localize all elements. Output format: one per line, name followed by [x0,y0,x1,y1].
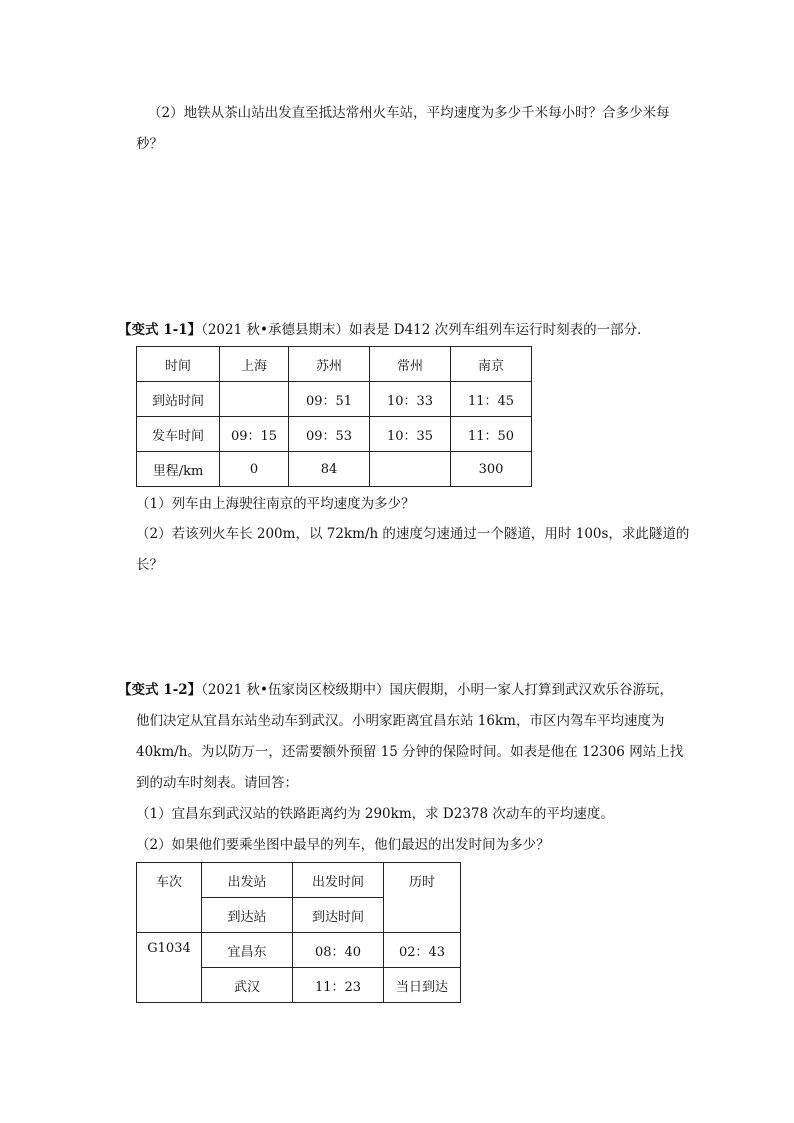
timetable-d412 [136,346,532,487]
depart-time: 08：40 [293,933,384,968]
table-cell: 发车时间 [137,417,220,452]
variant-1-2-question-2: （2）如果他们要乘坐图中最早的列车，他们最迟的出发时间为多少？ [136,837,550,853]
variant-1-1-question-2-line-2: 长？ [136,557,163,573]
table-header-cell: 常州 [370,347,451,382]
table-cell: 84 [289,452,370,487]
arrive-time-header: 到达时间 [293,898,384,933]
variant-1-2-source: （2021 秋•伍家岗区校级期中）国庆假期，小明一家人打算到武汉欢乐谷游玩， [201,682,673,698]
table-row [137,863,461,898]
table-cell: 到站时间 [137,382,220,417]
depart-station: 宜昌东 [202,933,293,968]
variant-1-2-question-1: （1）宜昌东到武汉站的铁路距离约为 290km，求 D2378 次动车的平均速度。 [136,806,614,822]
arrive-note: 当日到达 [384,968,461,1003]
table-header-cell: 上海 [220,347,289,382]
duration-header: 历时 [384,863,461,933]
table-cell: 10：33 [370,382,451,417]
table-cell: 10：35 [370,417,451,452]
table-cell: 里程/km [137,452,220,487]
depart-time-header: 出发时间 [293,863,384,898]
table-cell: 09：53 [289,417,370,452]
arrive-station-header: 到达站 [202,898,293,933]
table-cell: 0 [220,452,289,487]
variant-1-2-line-3: 40km/h。为以防万一，还需要额外预留 15 分钟的保险时间。如表是他在 12306 网站上找 [136,744,684,760]
arrive-time: 11：23 [293,968,384,1003]
table-cell: 09：15 [220,417,289,452]
timetable-g1034 [136,862,461,1003]
variant-1-2-tag: 【变式 1-2】 [118,682,202,698]
question-2-line-1: （2）地铁从茶山站出发直至抵达常州火车站，平均速度为多少千米每小时？合多少米每 [148,105,670,121]
variant-1-1-heading [118,320,651,340]
table-header-cell: 苏州 [289,347,370,382]
table-cell: 300 [451,452,532,487]
variant-1-1-question-2-line-1: （2）若该列火车长 200m，以 72km/h 的速度匀速通过一个隧道，用时 100s，求此隧道的 [136,526,690,542]
train-header: 车次 [137,863,202,933]
table-header-cell: 时间 [137,347,220,382]
variant-1-1-question-1: （1）列车由上海驶往南京的平均速度为多少？ [136,496,415,512]
table-row [137,417,532,452]
table-row [137,452,532,487]
variant-1-2-line-2: 他们决定从宜昌东站坐动车到武汉。小明家距离宜昌东站 16km，市区内驾车平均速度为 [136,713,665,729]
table-row [137,382,532,417]
table-row [137,933,461,968]
variant-1-2-line-1 [118,680,673,700]
train-number: G1034 [137,933,202,1003]
duration: 02：43 [384,933,461,968]
question-2-line-2: 秒？ [136,136,163,152]
variant-1-2-line-4: 到的动车时刻表。请回答： [136,775,298,791]
table-cell [370,452,451,487]
variant-1-1-tag: 【变式 1-1】 [118,322,202,338]
table-cell: 09：51 [289,382,370,417]
depart-station-header: 出发站 [202,863,293,898]
table-row [137,347,532,382]
arrive-station: 武汉 [202,968,293,1003]
table-header-cell: 南京 [451,347,532,382]
table-cell: 11：45 [451,382,532,417]
table-cell [220,382,289,417]
variant-1-1-source: （2021 秋•承德县期末）如表是 D412 次列车组列车运行时刻表的一部分． [201,322,651,338]
table-cell: 11：50 [451,417,532,452]
